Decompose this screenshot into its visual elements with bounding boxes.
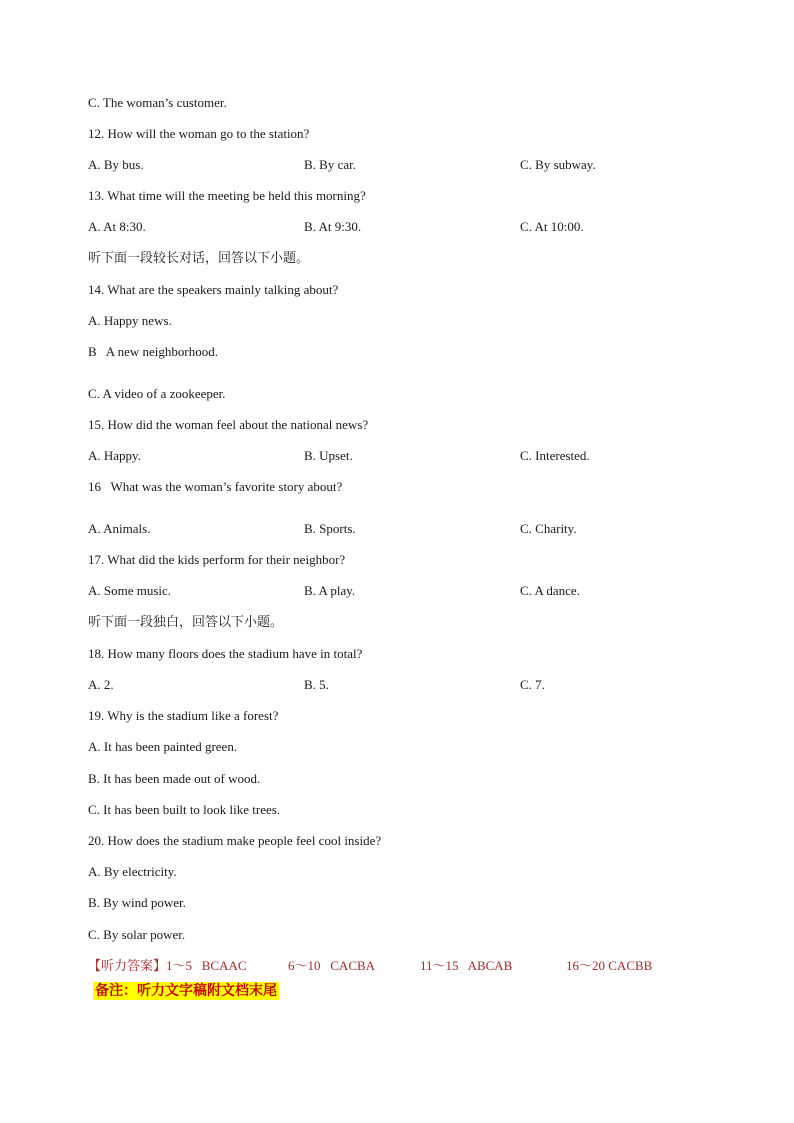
q17-option-c: C. A dance. (520, 583, 580, 598)
q20-question: 20. How does the stadium make people feel cool inside? (88, 833, 382, 848)
q18-option-a: A. 2. (88, 677, 114, 692)
q15-option-b: B. Upset. (304, 448, 353, 463)
answer-group-1-5: 1～5 BCAAC (166, 958, 247, 973)
q13-option-b: B. At 9:30. (304, 219, 362, 234)
answer-key (88, 958, 652, 975)
q20-option-c: C. By solar power. (88, 927, 186, 942)
q12-option-a: A. By bus. (88, 157, 144, 172)
answer-key-label: 【听力答案】 (88, 959, 167, 974)
q11-option-c: C. The woman’s customer. (88, 95, 227, 110)
q17-question: 17. What did the kids perform for their neighbor? (88, 552, 346, 567)
q18-question: 18. How many floors does the stadium have in total? (88, 646, 363, 661)
q12-question: 12. How will the woman go to the station? (88, 126, 310, 141)
answer-group-11-15: 11～15 ABCAB (420, 958, 513, 973)
q19-option-a: A. It has been painted green. (88, 739, 238, 754)
q15-question: 15. How did the woman feel about the national news? (88, 417, 369, 432)
q13-option-c: C. At 10:00. (520, 219, 584, 234)
q18-option-c: C. 7. (520, 677, 545, 692)
q12-option-c: C. By subway. (520, 157, 596, 172)
q19-option-b: B. It has been made out of wood. (88, 771, 261, 786)
q15-option-a: A. Happy. (88, 448, 141, 463)
transcript-note: 备注：听力文字稿附文档末尾 (95, 983, 277, 999)
section-instruction-monologue: 听下面一段独白，回答以下小题。 (88, 615, 284, 630)
q19-option-c: C. It has been built to look like trees. (88, 802, 281, 817)
q13-option-a: A. At 8:30. (88, 219, 146, 234)
q14-option-b: B A new neighborhood. (88, 344, 218, 359)
q16-option-c: C. Charity. (520, 521, 577, 536)
q17-option-b: B. A play. (304, 583, 356, 598)
q17-option-a: A. Some music. (88, 583, 172, 598)
q19-question: 19. Why is the stadium like a forest? (88, 708, 279, 723)
section-instruction-dialogue: 听下面一段较长对话，回答以下小题。 (88, 251, 310, 266)
q12-option-b: B. By car. (304, 157, 356, 172)
q14-option-a: A. Happy news. (88, 313, 172, 328)
q20-option-a: A. By electricity. (88, 864, 177, 879)
q18-option-b: B. 5. (304, 677, 329, 692)
q16-option-a: A. Animals. (88, 521, 151, 536)
q20-option-b: B. By wind power. (88, 895, 186, 910)
q15-option-c: C. Interested. (520, 448, 590, 463)
answer-group-6-10: 6～10 CACBA (288, 958, 376, 973)
q16-option-b: B. Sports. (304, 521, 356, 536)
answer-group-16-20: 16～20 CACBB (566, 958, 653, 973)
q14-option-c: C. A video of a zookeeper. (88, 386, 226, 401)
q16-question: 16 What was the woman’s favorite story about? (88, 479, 343, 494)
q14-question: 14. What are the speakers mainly talking about? (88, 282, 339, 297)
q13-question: 13. What time will the meeting be held this morning? (88, 188, 366, 203)
